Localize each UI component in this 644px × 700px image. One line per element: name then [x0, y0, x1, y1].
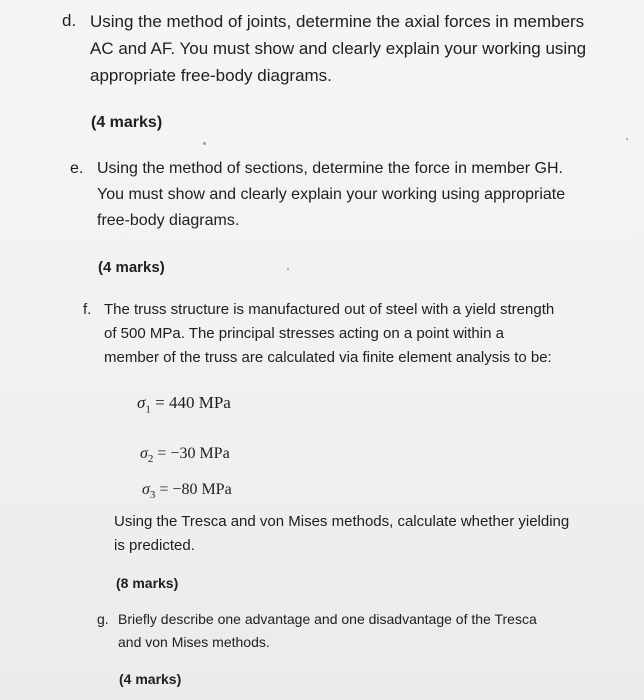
sigma-symbol: σ	[140, 445, 148, 462]
question-f-text	[104, 298, 554, 370]
question-e-marks: (4 marks)	[98, 259, 165, 276]
question-f-marks: (8 marks)	[116, 575, 179, 591]
question-f-line: member of the truss are calculated via finite element analysis to be:	[104, 349, 552, 366]
question-g-label: g.	[97, 611, 109, 627]
question-f-line: The truss structure is manufactured out of steel with a yield strength	[104, 301, 555, 318]
stress-value: −80 MPa	[172, 481, 232, 498]
sigma-symbol: σ	[142, 481, 150, 498]
question-f-follow-line: Using the Tresca and von Mises methods, calculate whether yielding	[114, 513, 570, 530]
question-e-label: e.	[70, 160, 84, 177]
question-f-line: of 500 MPa. The principal stresses acting on a point within a	[104, 325, 504, 342]
sigma-subscript: 3	[149, 489, 156, 502]
question-g-line: Briefly describe one advantage and one disadvantage of the Tresca	[118, 611, 537, 627]
stress-value: 440 MPa	[168, 393, 231, 412]
question-d-marks: (4 marks)	[91, 114, 163, 131]
stress-sigma-2	[140, 443, 230, 470]
question-d-line: appropriate free-body diagrams.	[90, 66, 332, 85]
question-g-marks: (4 marks)	[119, 671, 182, 687]
equals-sign: =	[153, 445, 171, 462]
question-d-line: Using the method of joints, determine the axial forces in members	[90, 12, 585, 31]
question-d-label: d.	[62, 11, 77, 30]
sigma-symbol: σ	[137, 393, 146, 412]
stress-sigma-1	[137, 392, 231, 420]
question-f-label: f.	[83, 301, 92, 318]
stress-value: −30 MPa	[170, 445, 230, 462]
question-g-text	[118, 608, 537, 654]
paper-speck	[626, 138, 628, 140]
equals-sign: =	[155, 481, 173, 498]
sigma-subscript: 2	[147, 453, 154, 466]
question-f-follow-line: is predicted.	[114, 537, 195, 554]
stress-sigma-3	[142, 479, 232, 506]
question-e-text	[97, 156, 565, 234]
question-d-text	[90, 8, 586, 89]
question-e-line: free-body diagrams.	[97, 212, 240, 229]
question-e-line: You must show and clearly explain your working using appropriate	[97, 186, 566, 203]
question-f-follow-text	[114, 510, 569, 558]
question-e-line: Using the method of sections, determine the force in member GH.	[97, 160, 563, 177]
paper-speck	[203, 142, 206, 145]
question-g-line: and von Mises methods.	[118, 634, 270, 650]
question-d-line: AC and AF. You must show and clearly explain your working using	[90, 39, 587, 58]
paper-speck	[287, 268, 289, 270]
sigma-subscript: 1	[145, 403, 151, 416]
equals-sign: =	[150, 393, 169, 412]
